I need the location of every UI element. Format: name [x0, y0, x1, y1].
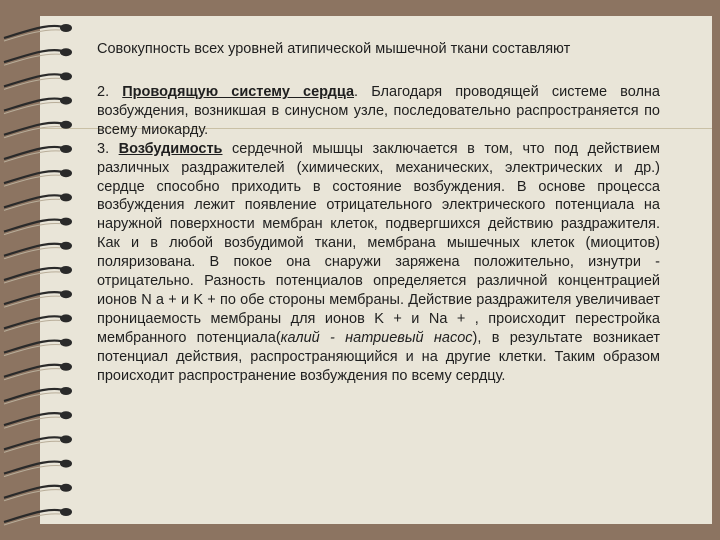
spiral-ring	[4, 508, 72, 525]
paragraph-2	[97, 83, 660, 140]
spiral-ring	[4, 24, 72, 41]
spiral-ring	[4, 266, 72, 283]
notebook-spiral-binding-icon	[0, 0, 90, 540]
item-number: 2.	[97, 84, 110, 100]
item-number: 3.	[97, 140, 110, 157]
spiral-ring	[4, 169, 72, 186]
paragraph-text: . Благодаря проводящей системе волна возбуждения, возникшая в синусном узле, последовательно распространяется по всему миокарду.	[97, 84, 660, 138]
spiral-ring	[4, 242, 72, 259]
slide-title: Совокупность всех уровней атипической мышечной ткани составляют	[97, 41, 571, 57]
spiral-ring	[4, 121, 72, 138]
spiral-ring	[4, 411, 72, 428]
spiral-ring	[4, 218, 72, 235]
spiral-ring	[4, 193, 72, 210]
spiral-ring	[4, 339, 72, 356]
spiral-ring	[4, 290, 72, 307]
spiral-ring	[4, 484, 72, 501]
spiral-ring	[4, 387, 72, 404]
paragraph-text: сердечной мышцы заключается в том, что под действием различных раздражителей (химических, механических, электрических и др.) сердце способно приходить в состояние возбуждения. В основе процесса возбуждения лежит появление отрицательного электрического потенциала на наружной поверхности мембран клеток, подвергшихся действию раздражителя. Как и в любой возбудимой ткани, мембрана мышечных клеток (миоцитов) поляризована. В покое она снаружи заряжена положительно, изнутри - отрицательно. Разность потенциалов определяется различной концентрацией ионов N a + и K + по обе стороны мембраны. Действие раздражителя увеличивает проницаемость мембраны для ионов K + и Na + , происходит перестройка мембранного потенциала(	[97, 140, 661, 346]
spiral-ring	[4, 435, 72, 452]
paragraph-text: ), в результате возникает потенциал действия, распространяющийся и на другие клетки. Таким образом происходит распространение возбуждения по всему сердцу.	[97, 329, 661, 384]
spiral-ring	[4, 72, 72, 89]
spiral-ring	[4, 363, 72, 380]
highlighted-term: Возбудимость	[118, 140, 223, 157]
italic-term: калий - натриевый насос	[280, 329, 473, 346]
spiral-ring	[4, 314, 72, 331]
highlighted-term: Проводящую систему сердца	[122, 84, 355, 100]
paragraph-3	[97, 140, 660, 386]
spiral-ring	[4, 97, 72, 114]
spiral-ring	[4, 145, 72, 162]
slide-body	[97, 83, 660, 386]
spiral-ring	[4, 48, 72, 65]
spiral-ring	[4, 460, 72, 477]
